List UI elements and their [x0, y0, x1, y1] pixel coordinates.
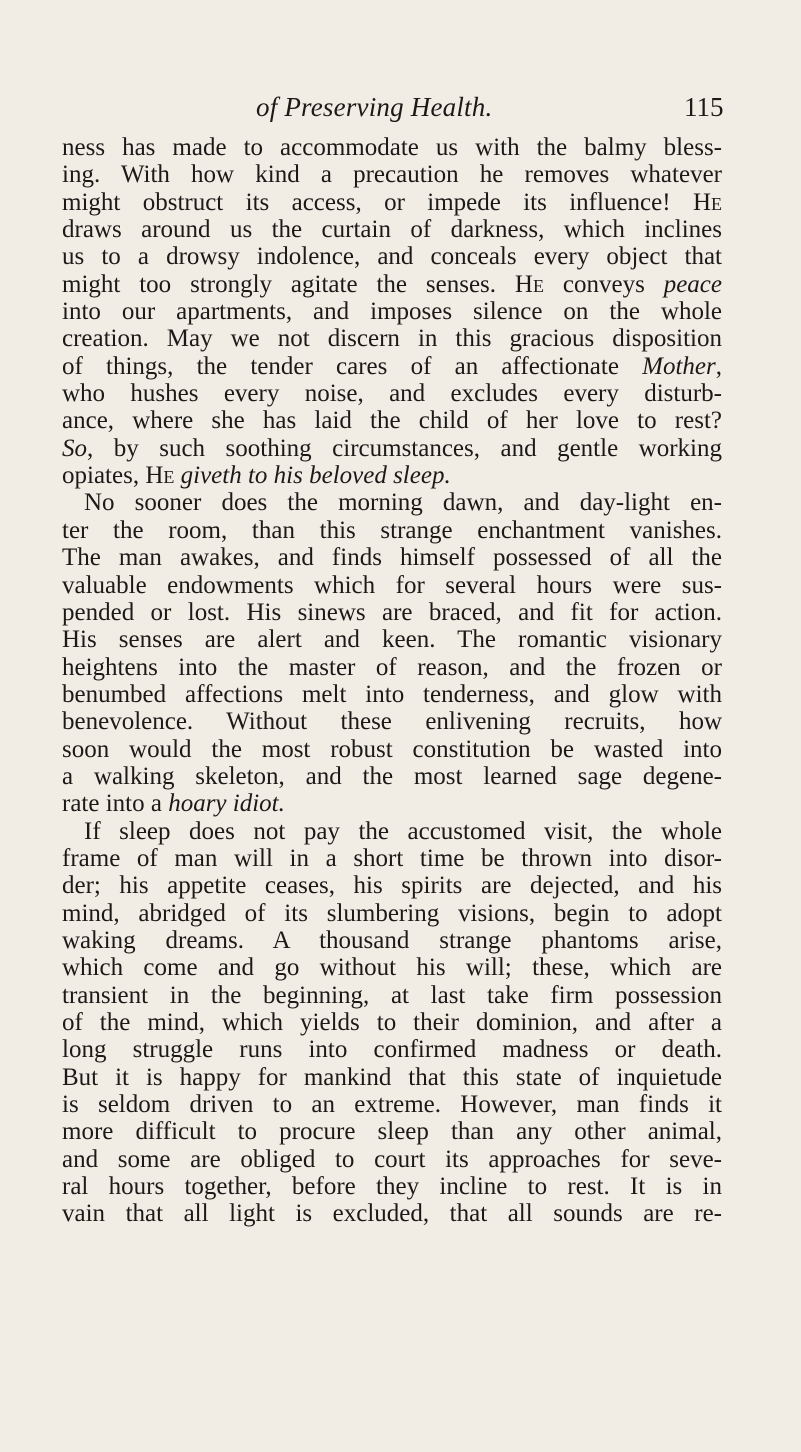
- text-run: of things, the tender cares of an affectionate: [62, 352, 643, 380]
- text-run: benevolence. Without these enlivening recruits, how: [62, 708, 722, 736]
- text-line: [62, 845, 722, 872]
- text-run: mind, abridged of its slumbering visions, begin to adopt: [62, 899, 722, 927]
- text-run: Mother: [642, 352, 716, 380]
- text-run: and some are obliged to court its approaches for seve-: [62, 1145, 722, 1173]
- text-line: [62, 298, 722, 325]
- text-run: long struggle runs into confirmed madness or death.: [62, 1036, 722, 1064]
- text-run: more difficult to procure sleep than any other animal,: [62, 1118, 722, 1146]
- text-line: [62, 462, 722, 489]
- text-line: [62, 271, 722, 298]
- text-run: The man awakes, and finds himself possessed of all the: [62, 544, 722, 572]
- text-run: transient in the beginning, at last take firm possession: [62, 981, 722, 1009]
- text-line: [62, 982, 722, 1009]
- text-line: [62, 1064, 722, 1091]
- text-run: conveys: [543, 270, 664, 298]
- text-line: [62, 736, 722, 763]
- text-run: He: [145, 462, 175, 490]
- text-run: us to a drowsy indolence, and conceals every object that: [62, 243, 722, 271]
- text-run: frame of man will in a short time be thrown into disor-: [62, 844, 722, 872]
- text-run: , by such soothing circumstances, and gentle working: [87, 434, 722, 462]
- text-run: peace: [663, 270, 722, 298]
- text-run: So: [62, 434, 87, 462]
- text-run: He: [692, 188, 722, 216]
- text-line: [62, 161, 722, 188]
- text-run: opiates,: [62, 462, 146, 490]
- text-run: vain that all light is excluded, that all sounds are re-: [62, 1200, 722, 1228]
- text-run: of the mind, which yields to their dominion, and after a: [62, 1009, 722, 1036]
- text-line: [62, 1091, 722, 1118]
- text-run: ,: [715, 352, 722, 380]
- text-run: draws around us the curtain of darkness, which inclines: [62, 216, 722, 244]
- text-line: [62, 572, 722, 599]
- text-line: [62, 325, 722, 352]
- text-line: [62, 189, 722, 216]
- text-run: der; his appetite ceases, his spirits are dejected, and his: [62, 872, 722, 900]
- text-line: [62, 1173, 722, 1200]
- text-line: [62, 599, 722, 626]
- text-run: creation. May we not discern in this gracious disposition: [62, 325, 722, 353]
- text-line: [62, 790, 722, 817]
- body-text: [62, 134, 722, 1228]
- text-line: [62, 954, 722, 981]
- text-line: [62, 1118, 722, 1145]
- text-line: [62, 654, 722, 681]
- text-run: ing. With how kind a precaution he removes whatever: [62, 161, 722, 189]
- text-line: [62, 763, 722, 790]
- text-line: [62, 1200, 722, 1227]
- text-run: soon would the most robust constitution be wasted into: [62, 735, 722, 763]
- text-line: [62, 1036, 722, 1063]
- text-line: [62, 134, 722, 161]
- text-run: ter the room, than this strange enchantment vanishes.: [62, 516, 722, 544]
- text-run: But it is happy for mankind that this state of inquietude: [62, 1063, 722, 1091]
- text-line: [62, 435, 722, 462]
- page-number: 115: [684, 92, 724, 122]
- text-run: giveth to his beloved sleep.: [180, 462, 451, 490]
- text-line: [62, 544, 722, 571]
- text-line: [62, 489, 722, 516]
- text-run: which come and go without his will; these, which are: [62, 954, 722, 982]
- text-run: He: [514, 270, 544, 298]
- text-run: If sleep does not pay the accustomed visit, the whole: [84, 817, 722, 845]
- text-line: [62, 818, 722, 845]
- text-run: ance, where she has laid the child of her love to rest?: [62, 407, 722, 435]
- text-line: [62, 626, 722, 653]
- text-line: [62, 927, 722, 954]
- text-run: No sooner does the morning dawn, and day-light en-: [84, 489, 722, 517]
- running-title: of Preserving Health.: [256, 92, 493, 122]
- text-run: who hushes every noise, and excludes every disturb-: [62, 380, 722, 408]
- text-run: valuable endowments which for several hours were sus-: [62, 571, 722, 599]
- text-run: might obstruct its access, or impede its influence!: [62, 188, 693, 216]
- text-run: hoary idiot.: [168, 790, 285, 818]
- text-line: [62, 407, 722, 434]
- text-run: waking dreams. A thousand strange phantoms arise,: [62, 926, 722, 954]
- text-run: heightens into the master of reason, and the frozen or: [62, 653, 722, 681]
- text-line: [62, 353, 722, 380]
- text-run: is seldom driven to an extreme. However, man finds it: [62, 1091, 722, 1119]
- text-run: pended or lost. His sinews are braced, and fit for action.: [62, 598, 722, 626]
- text-line: [62, 380, 722, 407]
- text-line: [62, 517, 722, 544]
- text-run: ral hours together, before they incline to rest. It is in: [62, 1173, 722, 1201]
- text-run: a walking skeleton, and the most learned sage degene-: [62, 762, 722, 790]
- text-line: [62, 1146, 722, 1173]
- text-run: His senses are alert and keen. The romantic visionary: [62, 626, 722, 654]
- text-line: [62, 216, 722, 243]
- text-run: ness has made to accommodate us with the balmy bless-: [62, 134, 722, 161]
- text-run: rate into a: [62, 790, 169, 818]
- text-line: [62, 243, 722, 270]
- text-line: [62, 681, 722, 708]
- text-line: [62, 708, 722, 735]
- text-run: into our apartments, and imposes silence on the whole: [62, 298, 722, 326]
- text-line: [62, 1009, 722, 1036]
- text-line: [62, 872, 722, 899]
- text-line: [62, 900, 722, 927]
- text-run: might too strongly agitate the senses.: [62, 270, 515, 298]
- text-run: benumbed affections melt into tenderness, and glow with: [62, 680, 722, 708]
